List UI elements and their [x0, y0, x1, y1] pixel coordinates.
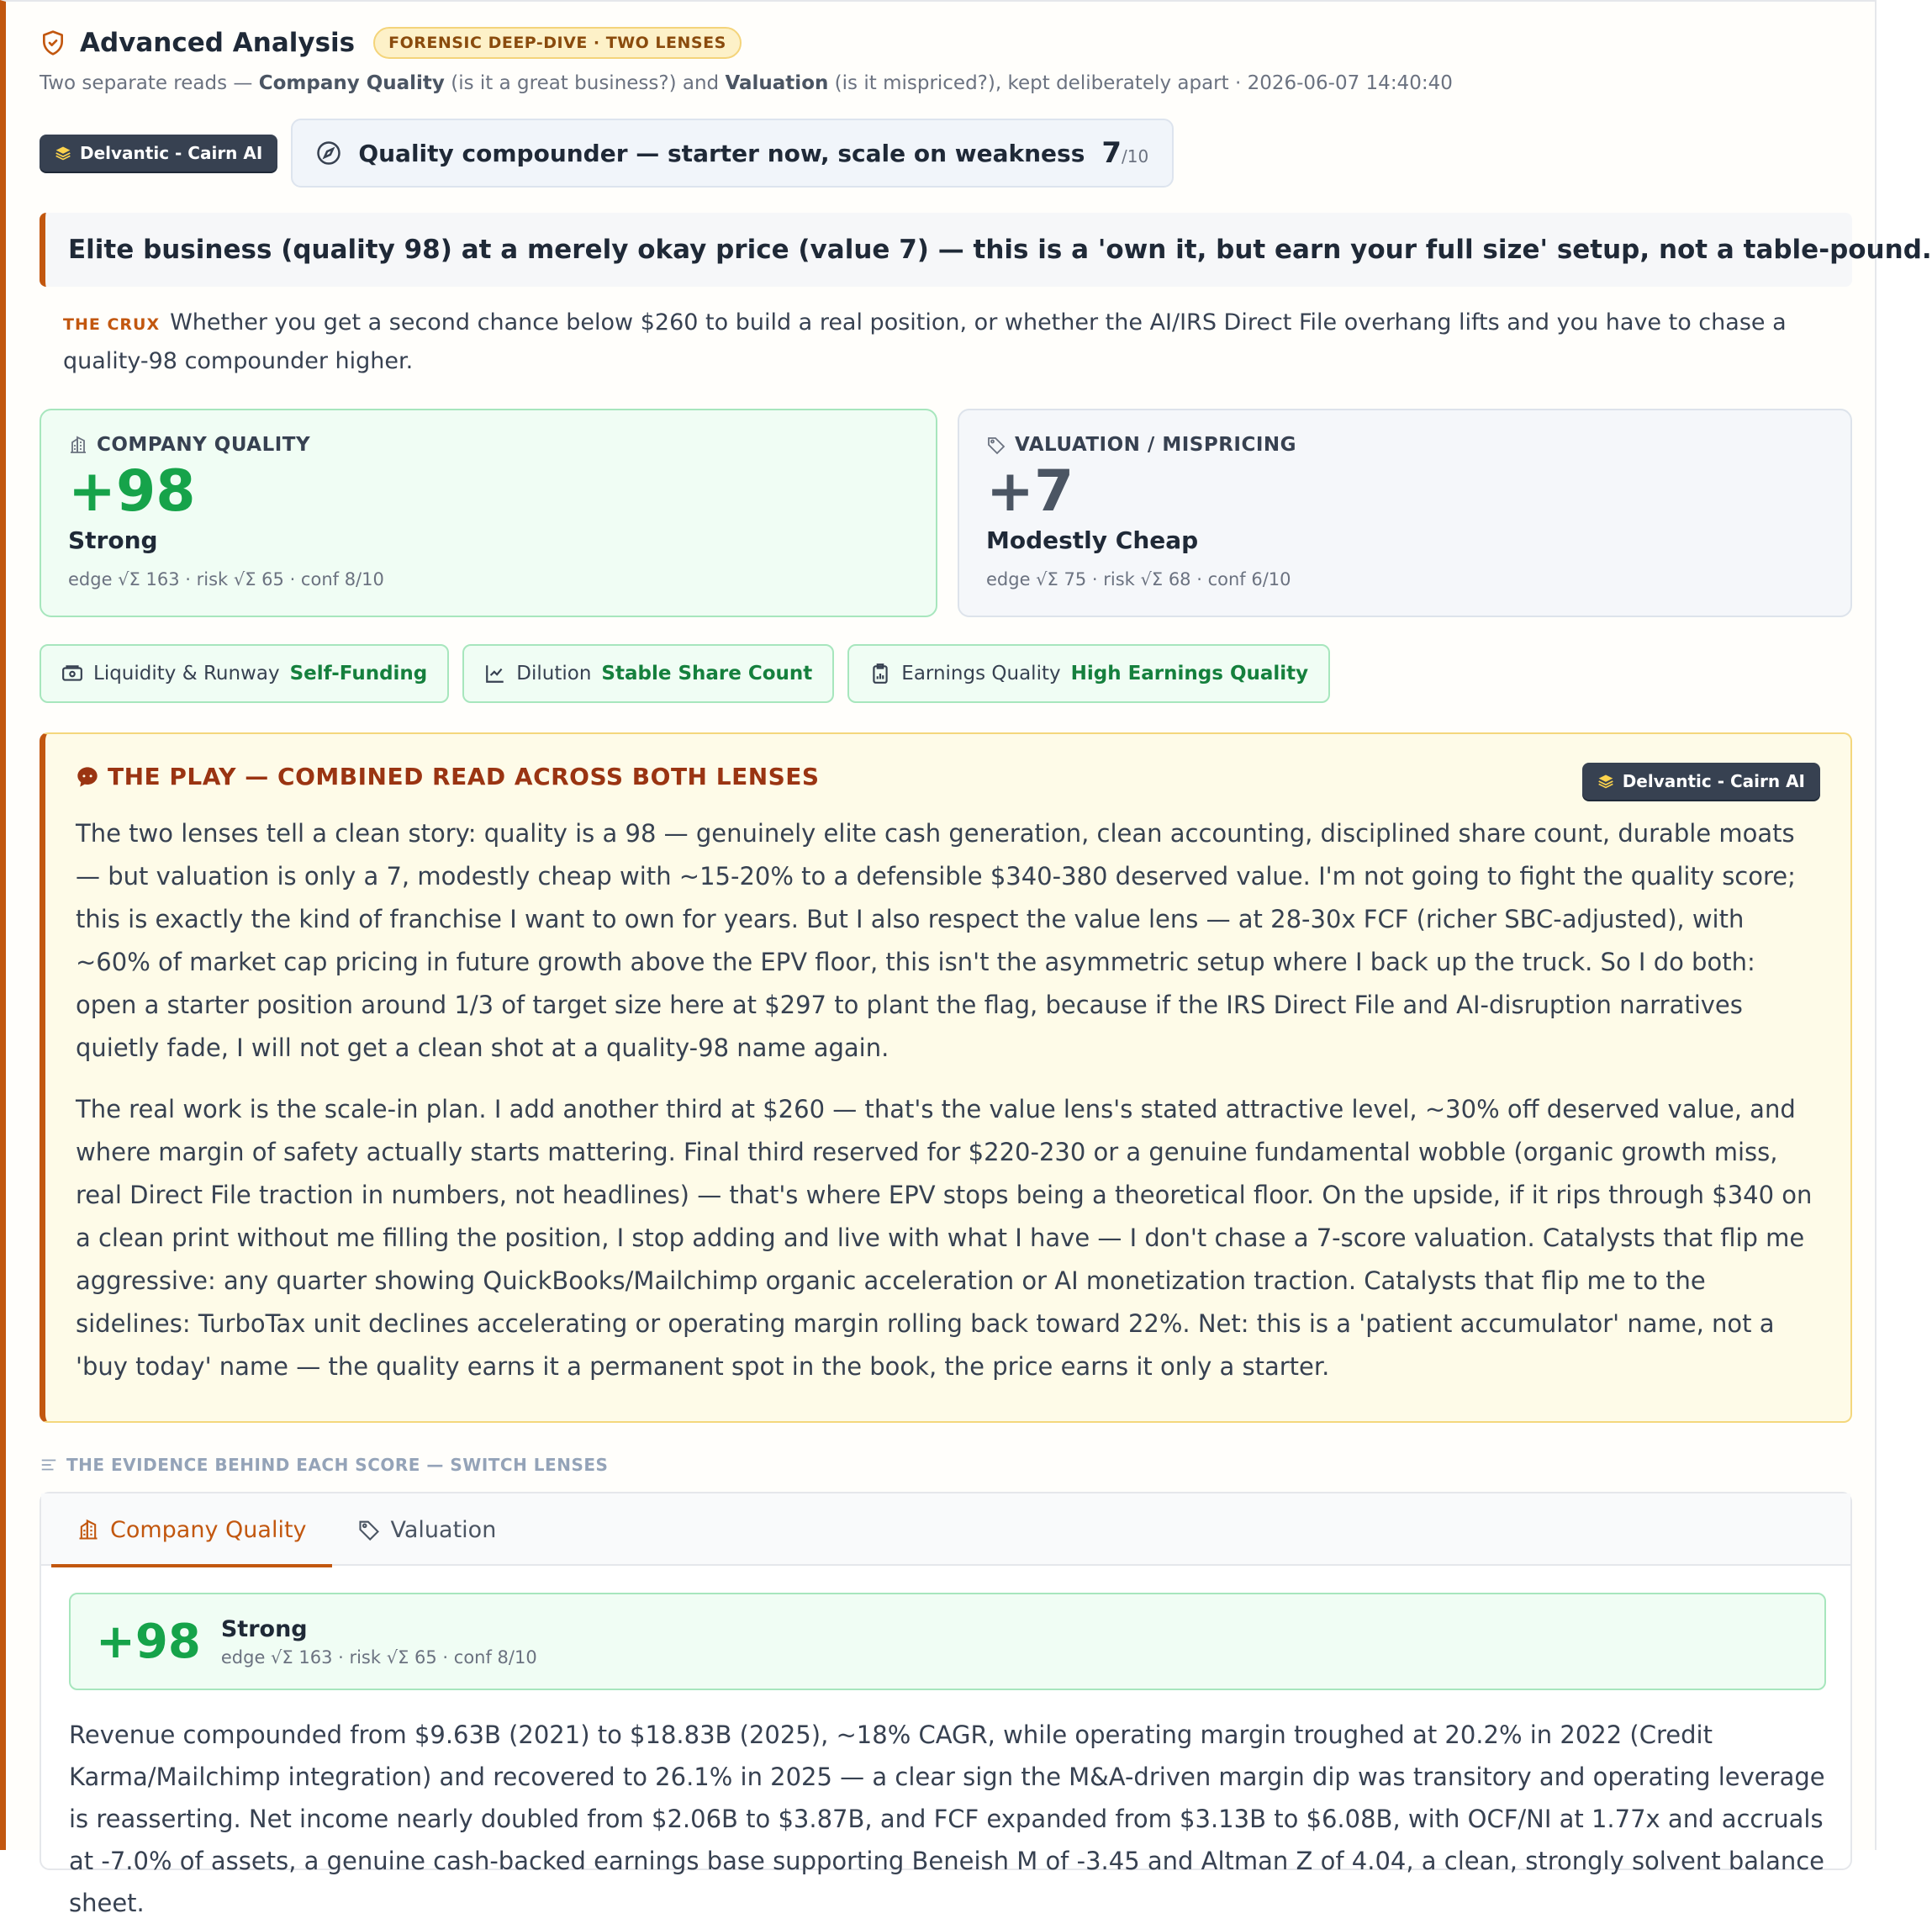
evidence-panel [40, 1492, 1852, 1917]
crux-label: THE CRUX [63, 315, 161, 334]
model-badge: Delvantic - Cairn AI [40, 135, 277, 172]
crux-text: Whether you get a second chance below $260 to build a real position, or whether the AI/IRS Direct File overhang lifts and you have to chase a quality-98 compounder higher. [63, 309, 1787, 374]
verdict-box [291, 119, 1174, 188]
wallet-icon [61, 663, 83, 684]
chat-bubble-icon [76, 765, 99, 789]
play-paragraph-2: The real work is the scale-in plan. I add another third at $260 — that's the value lens's stated attractive level, ~30% off deserved value, and where margin of safety actually starts mattering. Final third reserved for $220-230 or a genuine fundamental wobble (organic growth miss, real Direct File traction in numbers, not headlines) — that's where EPV stops being a theoretical floor. On the upside, if it rips through $340 on a clean print without me filling the position, I stop adding and live with what I have — I don't chase a 7-score valuation. Catalysts that flip me aggressive: any quarter showing QuickBooks/Mailchimp organic acceleration or AI monetization traction. Catalysts that flip me to the sidelines: TurboTax unit declines accelerating or operating margin rolling back toward 22%. Net: this is a 'patient accumulator' name, not a 'buy today' name — the quality earns it a permanent spot in the book, the price earns it only a starter. [76, 1095, 1813, 1381]
verdict-text: Quality compounder — starter now, scale on weakness [358, 139, 1085, 167]
verdict-row [40, 119, 1174, 188]
chip-dilution[interactable]: Dilution Stable Share Count [462, 644, 834, 703]
chip-liquidity[interactable]: Liquidity & Runway Self-Funding [40, 644, 449, 703]
list-icon [40, 1456, 58, 1474]
evidence-rating: Strong [220, 1615, 308, 1642]
compass-icon [316, 140, 341, 166]
page-title: Advanced Analysis [80, 28, 356, 58]
valuation-card [958, 409, 1852, 617]
headline: Elite business (quality 98) at a merely okay price (value 7) — this is a 'own it, but earn your full size' setup, not a table-pound. [40, 213, 1852, 287]
layers-icon [55, 145, 71, 161]
play-paragraph-1: The two lenses tell a clean story: quality is a 98 — genuinely elite cash generation, clean accounting, disciplined share count, durable moats — but valuation is only a 7, modestly cheap with ~15-20% to a defensible $340-380 deserved value. I'm not going to fight the quality score; this is exactly the kind of franchise I want to own for years. But I also respect the value lens — at 28-30x FCF (richer SBC-adjusted), with ~60% of market cap pricing in future growth above the EPV floor, this isn't the asymmetric setup where I back up the truck. So I do both: open a starter position around 1/3 of target size here at $297 to plant the flag, because if the IRS Direct File and AI-disruption narratives quietly fade, I will not get a clean shot at a quality-98 name again. [76, 819, 1796, 1062]
tag-icon [357, 1518, 381, 1541]
quality-meta: edge √Σ 163 · risk √Σ 65 · conf 8/10 [68, 569, 384, 589]
tab-company-quality[interactable]: Company Quality [51, 1493, 332, 1566]
play-model-badge: Delvantic - Cairn AI [1582, 763, 1820, 800]
evidence-score-summary [69, 1593, 1826, 1690]
valuation-meta: edge √Σ 75 · risk √Σ 68 · conf 6/10 [986, 569, 1291, 589]
mode-pill: FORENSIC DEEP-DIVE · TWO LENSES [373, 27, 742, 59]
building-icon [77, 1518, 100, 1541]
evidence-label: THE EVIDENCE BEHIND EACH SCORE — SWITCH LENSES [40, 1455, 608, 1475]
subtitle: Two separate reads — Company Quality (is it a great business?) and Valuation (is it mispriced?), kept deliberately apart · 2026-06-07 14:40:40 [40, 72, 1453, 94]
crux [63, 304, 1845, 379]
valuation-score: +7 [986, 458, 1074, 525]
indicator-chips [40, 644, 1330, 703]
tab-valuation[interactable]: Valuation [332, 1493, 522, 1566]
layers-icon [1597, 773, 1614, 790]
quality-score: +98 [68, 458, 196, 525]
lens-tabs [41, 1493, 1850, 1566]
play-box [40, 732, 1852, 1423]
chart-line-icon [484, 663, 506, 684]
clipboard-chart-icon [869, 663, 891, 684]
evidence-text: Revenue compounded from $9.63B (2021) to $18.83B (2025), ~18% CAGR, while operating margin troughed at 20.2% in 2022 (Credit Karma/Mailchimp integration) and recovered to 26.1% in 2025 — a clear sign the M&A-driven margin dip was transitory and operating leverage is reasserting. Net income nearly doubled from $2.06B to $3.87B, and FCF expanded from $3.13B to $6.08B, with OCF/NI at 1.77x and accruals at -7.0% of assets, a genuine cash-backed earnings base supporting Beneish M of -3.45 and Altman Z of 4.04, a clean, strongly solvent balance sheet. [69, 1720, 1825, 1917]
evidence-meta: edge √Σ 163 · risk √Σ 65 · conf 8/10 [220, 1646, 537, 1668]
quality-rating: Strong [68, 526, 158, 554]
verdict-score: 7/10 [1101, 136, 1149, 170]
chip-earnings-quality[interactable]: Earnings Quality High Earnings Quality [847, 644, 1330, 703]
quality-card [40, 409, 937, 617]
evidence-score: +98 [96, 1614, 201, 1669]
header [40, 27, 742, 59]
valuation-label: VALUATION / MISPRICING [1015, 434, 1297, 456]
tag-icon [986, 435, 1006, 455]
building-icon [68, 435, 88, 455]
shield-icon [40, 29, 66, 56]
play-title: THE PLAY — COMBINED READ ACROSS BOTH LENSES [108, 763, 820, 790]
valuation-rating: Modestly Cheap [986, 526, 1199, 554]
quality-label: COMPANY QUALITY [97, 434, 311, 456]
